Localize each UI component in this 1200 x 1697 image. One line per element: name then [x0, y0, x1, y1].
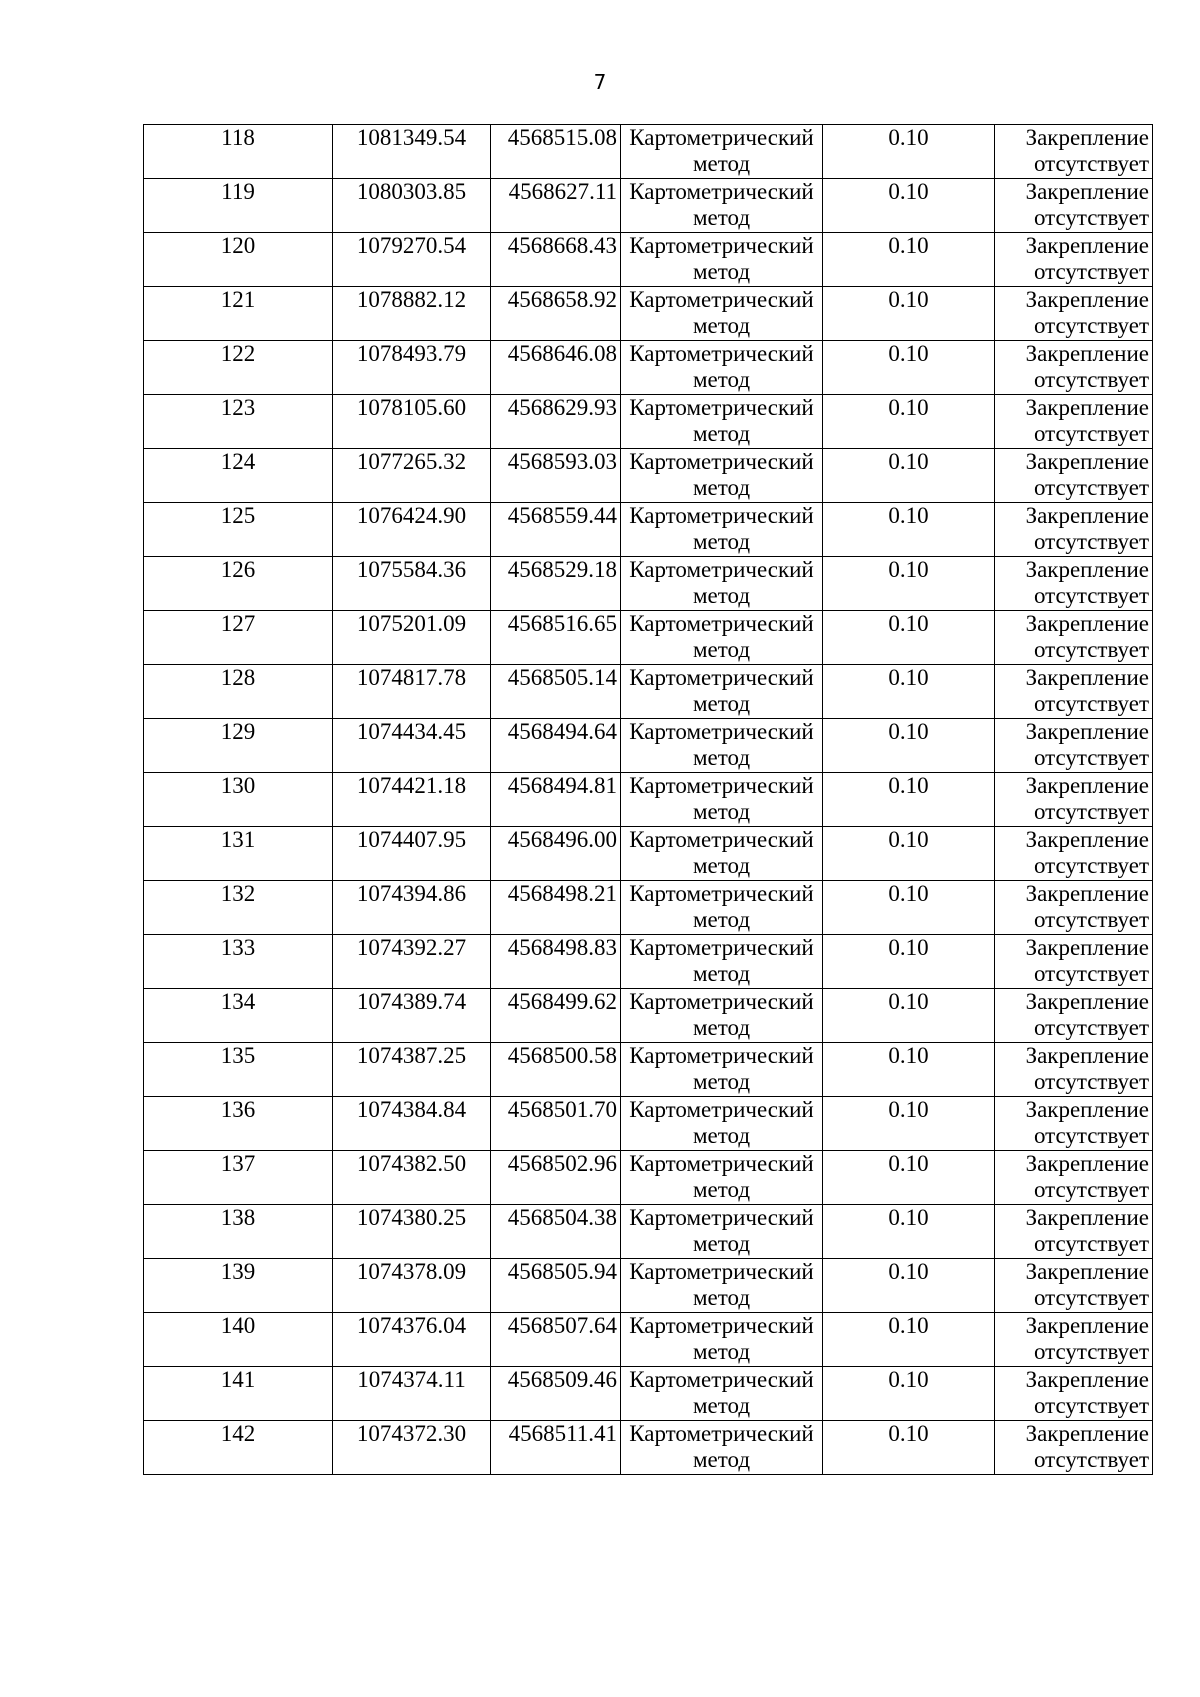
x-coordinate-cell: 1074389.74: [333, 989, 491, 1043]
fixing-cell: Закрепление отсутствует: [995, 773, 1153, 827]
accuracy-cell: 0.10: [823, 503, 995, 557]
fixing-cell: Закрепление отсутствует: [995, 287, 1153, 341]
accuracy-cell: 0.10: [823, 395, 995, 449]
method-cell: Картометрический метод: [621, 395, 823, 449]
x-coordinate-cell: 1074392.27: [333, 935, 491, 989]
x-coordinate-cell: 1074407.95: [333, 827, 491, 881]
method-cell: Картометрический метод: [621, 1313, 823, 1367]
table-row: [144, 341, 1153, 395]
y-coordinate-cell: 4568505.94: [491, 1259, 621, 1313]
method-cell: Картометрический метод: [621, 719, 823, 773]
table-row: [144, 557, 1153, 611]
x-coordinate-cell: 1074387.25: [333, 1043, 491, 1097]
y-coordinate-cell: 4568498.21: [491, 881, 621, 935]
point-number-cell: 125: [144, 503, 333, 557]
method-cell: Картометрический метод: [621, 611, 823, 665]
method-cell: Картометрический метод: [621, 233, 823, 287]
point-number-cell: 127: [144, 611, 333, 665]
table-row: [144, 719, 1153, 773]
table-row: [144, 1367, 1153, 1421]
x-coordinate-cell: 1074376.04: [333, 1313, 491, 1367]
accuracy-cell: 0.10: [823, 827, 995, 881]
point-number-cell: 132: [144, 881, 333, 935]
accuracy-cell: 0.10: [823, 179, 995, 233]
accuracy-cell: 0.10: [823, 233, 995, 287]
point-number-cell: 131: [144, 827, 333, 881]
point-number-cell: 128: [144, 665, 333, 719]
accuracy-cell: 0.10: [823, 611, 995, 665]
x-coordinate-cell: 1074374.11: [333, 1367, 491, 1421]
method-cell: Картометрический метод: [621, 1043, 823, 1097]
y-coordinate-cell: 4568516.65: [491, 611, 621, 665]
y-coordinate-cell: 4568500.58: [491, 1043, 621, 1097]
table-row: [144, 935, 1153, 989]
accuracy-cell: 0.10: [823, 773, 995, 827]
table-row: [144, 665, 1153, 719]
x-coordinate-cell: 1074382.50: [333, 1151, 491, 1205]
y-coordinate-cell: 4568646.08: [491, 341, 621, 395]
y-coordinate-cell: 4568494.64: [491, 719, 621, 773]
method-cell: Картометрический метод: [621, 935, 823, 989]
point-number-cell: 130: [144, 773, 333, 827]
x-coordinate-cell: 1075584.36: [333, 557, 491, 611]
point-number-cell: 126: [144, 557, 333, 611]
table-row: [144, 1259, 1153, 1313]
table-row: [144, 827, 1153, 881]
fixing-cell: Закрепление отсутствует: [995, 1259, 1153, 1313]
table-row: [144, 1097, 1153, 1151]
method-cell: Картометрический метод: [621, 1367, 823, 1421]
table-row: [144, 1421, 1153, 1475]
method-cell: Картометрический метод: [621, 1097, 823, 1151]
fixing-cell: Закрепление отсутствует: [995, 827, 1153, 881]
accuracy-cell: 0.10: [823, 1421, 995, 1475]
point-number-cell: 140: [144, 1313, 333, 1367]
x-coordinate-cell: 1077265.32: [333, 449, 491, 503]
fixing-cell: Закрепление отсутствует: [995, 611, 1153, 665]
accuracy-cell: 0.10: [823, 1205, 995, 1259]
x-coordinate-cell: 1074384.84: [333, 1097, 491, 1151]
point-number-cell: 120: [144, 233, 333, 287]
x-coordinate-cell: 1081349.54: [333, 125, 491, 179]
fixing-cell: Закрепление отсутствует: [995, 989, 1153, 1043]
y-coordinate-cell: 4568627.11: [491, 179, 621, 233]
y-coordinate-cell: 4568593.03: [491, 449, 621, 503]
method-cell: Картометрический метод: [621, 1205, 823, 1259]
fixing-cell: Закрепление отсутствует: [995, 179, 1153, 233]
y-coordinate-cell: 4568511.41: [491, 1421, 621, 1475]
accuracy-cell: 0.10: [823, 935, 995, 989]
accuracy-cell: 0.10: [823, 1313, 995, 1367]
accuracy-cell: 0.10: [823, 665, 995, 719]
y-coordinate-cell: 4568494.81: [491, 773, 621, 827]
point-number-cell: 135: [144, 1043, 333, 1097]
y-coordinate-cell: 4568559.44: [491, 503, 621, 557]
point-number-cell: 123: [144, 395, 333, 449]
table-row: [144, 449, 1153, 503]
x-coordinate-cell: 1074434.45: [333, 719, 491, 773]
accuracy-cell: 0.10: [823, 989, 995, 1043]
method-cell: Картометрический метод: [621, 773, 823, 827]
x-coordinate-cell: 1076424.90: [333, 503, 491, 557]
x-coordinate-cell: 1078105.60: [333, 395, 491, 449]
point-number-cell: 138: [144, 1205, 333, 1259]
y-coordinate-cell: 4568498.83: [491, 935, 621, 989]
y-coordinate-cell: 4568629.93: [491, 395, 621, 449]
table-row: [144, 1205, 1153, 1259]
accuracy-cell: 0.10: [823, 1097, 995, 1151]
x-coordinate-cell: 1079270.54: [333, 233, 491, 287]
method-cell: Картометрический метод: [621, 881, 823, 935]
method-cell: Картометрический метод: [621, 827, 823, 881]
x-coordinate-cell: 1078493.79: [333, 341, 491, 395]
table-row: [144, 611, 1153, 665]
fixing-cell: Закрепление отсутствует: [995, 125, 1153, 179]
accuracy-cell: 0.10: [823, 719, 995, 773]
method-cell: Картометрический метод: [621, 125, 823, 179]
x-coordinate-cell: 1078882.12: [333, 287, 491, 341]
y-coordinate-cell: 4568501.70: [491, 1097, 621, 1151]
y-coordinate-cell: 4568668.43: [491, 233, 621, 287]
accuracy-cell: 0.10: [823, 1259, 995, 1313]
accuracy-cell: 0.10: [823, 1043, 995, 1097]
x-coordinate-cell: 1074817.78: [333, 665, 491, 719]
table-row: [144, 1043, 1153, 1097]
fixing-cell: Закрепление отсутствует: [995, 719, 1153, 773]
fixing-cell: Закрепление отсутствует: [995, 557, 1153, 611]
method-cell: Картометрический метод: [621, 503, 823, 557]
accuracy-cell: 0.10: [823, 287, 995, 341]
accuracy-cell: 0.10: [823, 449, 995, 503]
fixing-cell: Закрепление отсутствует: [995, 1043, 1153, 1097]
method-cell: Картометрический метод: [621, 665, 823, 719]
table-row: [144, 503, 1153, 557]
table-row: [144, 125, 1153, 179]
method-cell: Картометрический метод: [621, 341, 823, 395]
table-row: [144, 881, 1153, 935]
accuracy-cell: 0.10: [823, 125, 995, 179]
x-coordinate-cell: 1074421.18: [333, 773, 491, 827]
fixing-cell: Закрепление отсутствует: [995, 1151, 1153, 1205]
method-cell: Картометрический метод: [621, 1259, 823, 1313]
accuracy-cell: 0.10: [823, 1151, 995, 1205]
point-number-cell: 124: [144, 449, 333, 503]
y-coordinate-cell: 4568504.38: [491, 1205, 621, 1259]
point-number-cell: 137: [144, 1151, 333, 1205]
method-cell: Картометрический метод: [621, 179, 823, 233]
method-cell: Картометрический метод: [621, 557, 823, 611]
method-cell: Картометрический метод: [621, 1421, 823, 1475]
y-coordinate-cell: 4568509.46: [491, 1367, 621, 1421]
x-coordinate-cell: 1074372.30: [333, 1421, 491, 1475]
accuracy-cell: 0.10: [823, 881, 995, 935]
point-number-cell: 133: [144, 935, 333, 989]
y-coordinate-cell: 4568529.18: [491, 557, 621, 611]
table-row: [144, 989, 1153, 1043]
fixing-cell: Закрепление отсутствует: [995, 935, 1153, 989]
point-number-cell: 139: [144, 1259, 333, 1313]
accuracy-cell: 0.10: [823, 341, 995, 395]
fixing-cell: Закрепление отсутствует: [995, 1097, 1153, 1151]
point-number-cell: 141: [144, 1367, 333, 1421]
table-row: [144, 287, 1153, 341]
point-number-cell: 119: [144, 179, 333, 233]
table-row: [144, 395, 1153, 449]
fixing-cell: Закрепление отсутствует: [995, 449, 1153, 503]
fixing-cell: Закрепление отсутствует: [995, 1205, 1153, 1259]
fixing-cell: Закрепление отсутствует: [995, 341, 1153, 395]
y-coordinate-cell: 4568496.00: [491, 827, 621, 881]
y-coordinate-cell: 4568505.14: [491, 665, 621, 719]
method-cell: Картометрический метод: [621, 1151, 823, 1205]
y-coordinate-cell: 4568658.92: [491, 287, 621, 341]
y-coordinate-cell: 4568502.96: [491, 1151, 621, 1205]
fixing-cell: Закрепление отсутствует: [995, 233, 1153, 287]
table-row: [144, 233, 1153, 287]
point-number-cell: 118: [144, 125, 333, 179]
accuracy-cell: 0.10: [823, 1367, 995, 1421]
fixing-cell: Закрепление отсутствует: [995, 881, 1153, 935]
page-number: 7: [593, 70, 607, 94]
point-number-cell: 142: [144, 1421, 333, 1475]
point-number-cell: 122: [144, 341, 333, 395]
method-cell: Картометрический метод: [621, 989, 823, 1043]
x-coordinate-cell: 1075201.09: [333, 611, 491, 665]
point-number-cell: 129: [144, 719, 333, 773]
accuracy-cell: 0.10: [823, 557, 995, 611]
point-number-cell: 134: [144, 989, 333, 1043]
coordinates-table-body: [144, 125, 1153, 1475]
coordinates-table: [143, 124, 1153, 1475]
point-number-cell: 136: [144, 1097, 333, 1151]
y-coordinate-cell: 4568499.62: [491, 989, 621, 1043]
fixing-cell: Закрепление отсутствует: [995, 503, 1153, 557]
table-row: [144, 179, 1153, 233]
fixing-cell: Закрепление отсутствует: [995, 1421, 1153, 1475]
y-coordinate-cell: 4568515.08: [491, 125, 621, 179]
fixing-cell: Закрепление отсутствует: [995, 1313, 1153, 1367]
x-coordinate-cell: 1080303.85: [333, 179, 491, 233]
table-row: [144, 1151, 1153, 1205]
table-row: [144, 1313, 1153, 1367]
y-coordinate-cell: 4568507.64: [491, 1313, 621, 1367]
fixing-cell: Закрепление отсутствует: [995, 395, 1153, 449]
x-coordinate-cell: 1074380.25: [333, 1205, 491, 1259]
method-cell: Картометрический метод: [621, 287, 823, 341]
point-number-cell: 121: [144, 287, 333, 341]
x-coordinate-cell: 1074394.86: [333, 881, 491, 935]
fixing-cell: Закрепление отсутствует: [995, 665, 1153, 719]
method-cell: Картометрический метод: [621, 449, 823, 503]
x-coordinate-cell: 1074378.09: [333, 1259, 491, 1313]
table-row: [144, 773, 1153, 827]
fixing-cell: Закрепление отсутствует: [995, 1367, 1153, 1421]
